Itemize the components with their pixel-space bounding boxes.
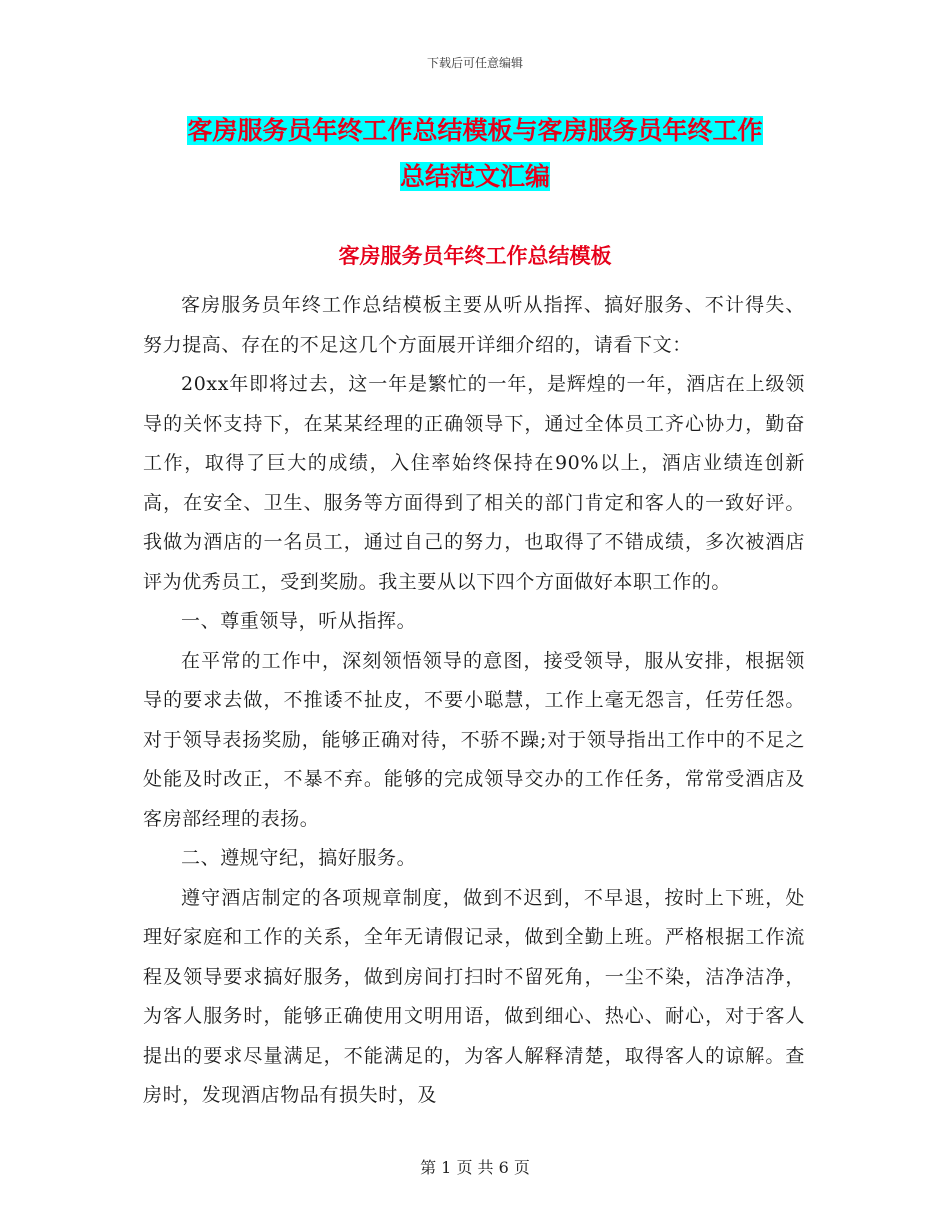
- section-title: 客房服务员年终工作总结模板: [338, 244, 612, 268]
- title-line-1: 客房服务员年终工作总结模板与客房服务员年终工作: [187, 116, 763, 145]
- title-line-2: 总结范文汇编: [399, 162, 550, 191]
- paragraph-heading: 二、遵规守纪，搞好服务。: [181, 847, 417, 869]
- paragraph: 遵守酒店制定的各项规章制度，做到不迟到，不早退，按时上下班，处理好家庭和工作的关系，全年无请假记录，做到全勤上班。严格根据工作流程及领导要求搞好服务，做到房间打扫时不留死角，一尘不染，洁净洁净，为客人服务时，能够正确使用文明用语，做到细心、热心、耐心，对于客人提出的要求尽量满足，不能满足的，为客人解释清楚，取得客人的谅解。查房时，发现酒店物品有损失时，及: [143, 886, 805, 1106]
- paragraph: 在平常的工作中，深刻领悟领导的意图，接受领导，服从安排，根据领导的要求去做，不推诿不扯皮，不要小聪慧，工作上毫无怨言，任劳任怨。对于领导表扬奖励，能够正确对待，不骄不躁;对于领导指出工作中的不足之处能及时改正，不暴不弃。能够的完成领导交办的工作任务，常常受酒店及客房部经理的表扬。: [143, 649, 805, 830]
- paragraph: 客房服务员年终工作总结模板主要从听从指挥、搞好服务、不计得失、努力提高、存在的不足这几个方面展开详细介绍的，请看下文：: [143, 294, 805, 356]
- paragraph: 20xx年即将过去，这一年是繁忙的一年，是辉煌的一年，酒店在上级领导的关怀支持下，在某某经理的正确领导下，通过全体员工齐心协力，勤奋工作，取得了巨大的成绩，入住率始终保持在90%以上，酒店业绩连创新高，在安全、卫生、服务等方面得到了相关的部门肯定和客人的一致好评。我做为酒店的一名员工，通过自己的努力，也取得了不错成绩，多次被酒店评为优秀员工，受到奖励。我主要从以下四个方面做好本职工作的。: [143, 373, 805, 593]
- document-title: [140, 108, 810, 200]
- body-text: [143, 286, 805, 1116]
- page-footer: 第 1 页 共 6 页: [420, 1158, 530, 1177]
- header-note: 下载后可任意编辑: [426, 56, 523, 70]
- paragraph-heading: 一、尊重领导，听从指挥。: [181, 610, 417, 632]
